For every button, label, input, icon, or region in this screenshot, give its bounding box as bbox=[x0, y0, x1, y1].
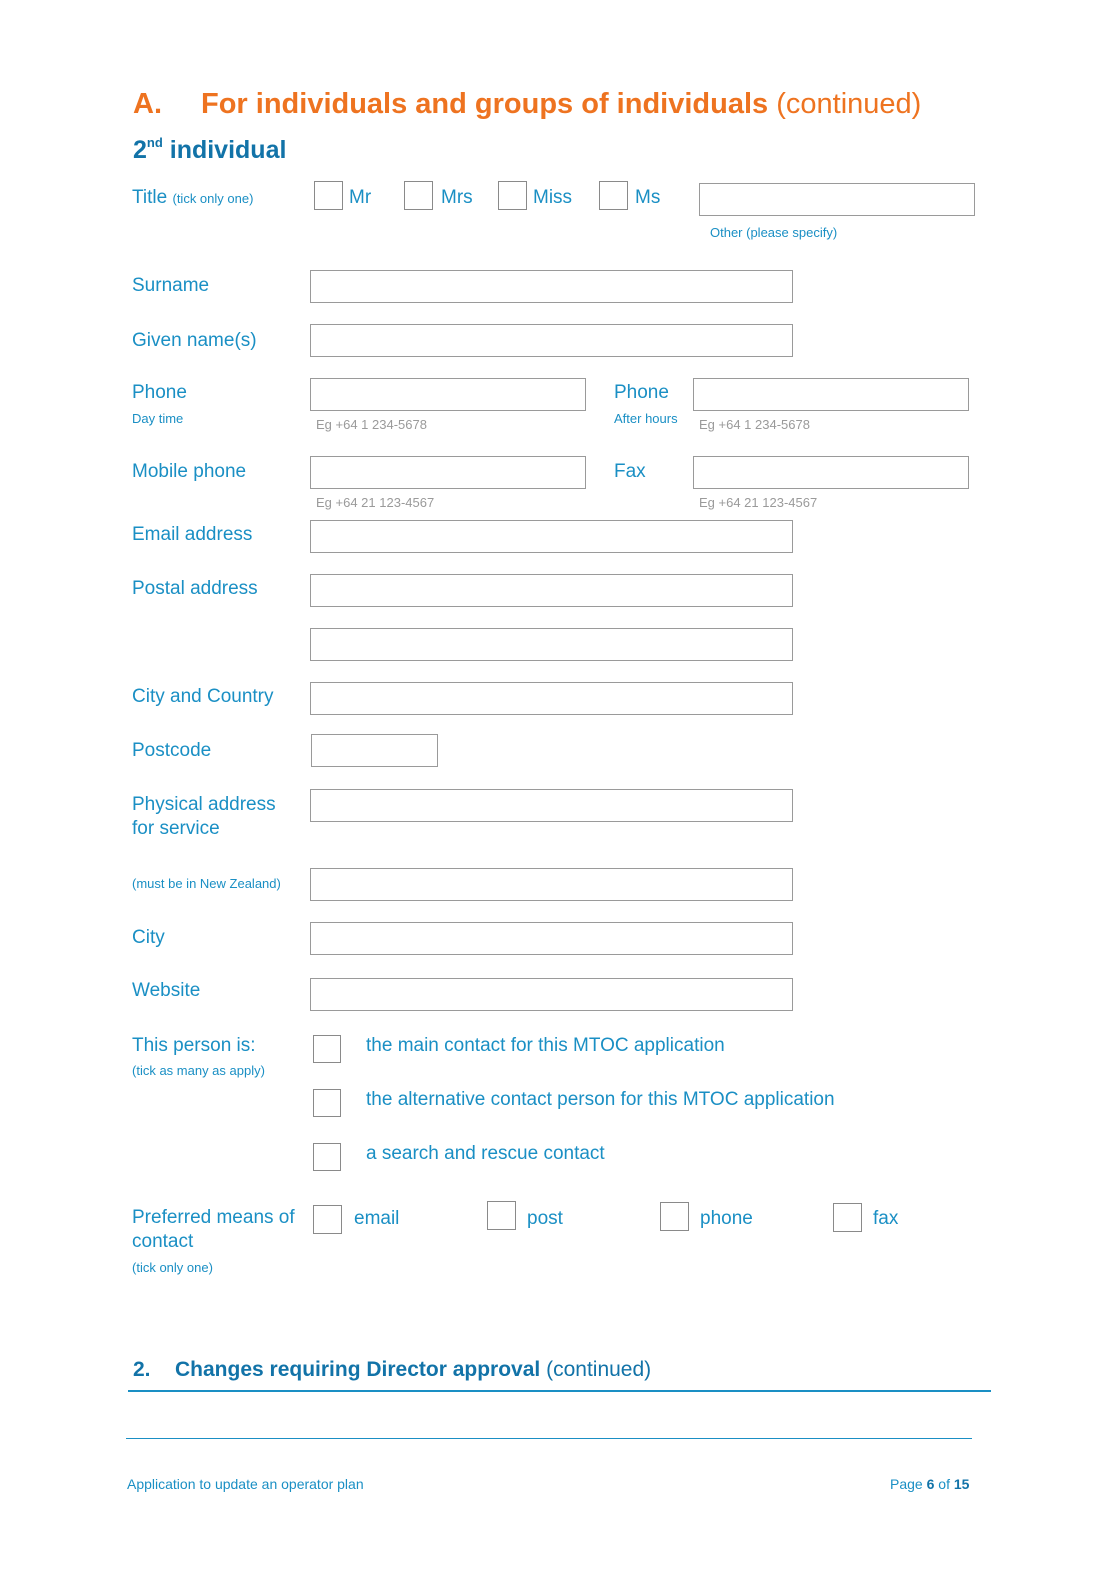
postcode-input[interactable] bbox=[311, 734, 438, 767]
footer-of-word: of bbox=[938, 1476, 950, 1492]
title-miss-label: Miss bbox=[533, 187, 573, 208]
section-continued: (continued) bbox=[776, 88, 922, 120]
main-contact-label: the main contact for this MTOC application bbox=[366, 1035, 725, 1056]
phone-after-sublabel: After hours bbox=[614, 411, 678, 426]
physical-input-2[interactable] bbox=[310, 868, 793, 901]
email-input[interactable] bbox=[310, 520, 793, 553]
email-label: Email address bbox=[132, 524, 253, 545]
pref-post-label: post bbox=[527, 1208, 563, 1229]
postal-input-1[interactable] bbox=[310, 574, 793, 607]
pref-phone-label: phone bbox=[700, 1208, 753, 1229]
postal-input-2[interactable] bbox=[310, 628, 793, 661]
phone-day-hint: Eg +64 1 234-5678 bbox=[316, 417, 427, 432]
subheading-text: individual bbox=[169, 136, 287, 164]
surname-label: Surname bbox=[132, 275, 210, 296]
title-label bbox=[132, 187, 253, 209]
footer-page-total: 15 bbox=[953, 1476, 970, 1492]
pref-email-checkbox[interactable] bbox=[313, 1205, 342, 1234]
city-label: City bbox=[132, 927, 165, 948]
sar-contact-label: a search and rescue contact bbox=[366, 1143, 605, 1164]
section2-title: Changes requiring Director approval bbox=[175, 1358, 541, 1381]
subheading-ordinal: 2 bbox=[133, 136, 147, 164]
pref-post-checkbox[interactable] bbox=[487, 1201, 516, 1230]
alt-contact-label: the alternative contact person for this MTOC application bbox=[366, 1089, 835, 1110]
website-input[interactable] bbox=[310, 978, 793, 1011]
title-miss-checkbox[interactable] bbox=[498, 181, 527, 210]
title-label-text: Title bbox=[132, 187, 168, 208]
pref-email-label: email bbox=[354, 1208, 400, 1229]
footer-page-number bbox=[890, 1476, 969, 1492]
pref-fax-checkbox[interactable] bbox=[833, 1203, 862, 1232]
section-heading bbox=[133, 88, 921, 121]
section-letter: A. bbox=[133, 88, 162, 120]
title-mrs-label: Mrs bbox=[441, 187, 473, 208]
fax-input[interactable] bbox=[693, 456, 969, 489]
phone-after-hint: Eg +64 1 234-5678 bbox=[699, 417, 810, 432]
title-other-input[interactable] bbox=[699, 183, 975, 216]
title-mrs-checkbox[interactable] bbox=[404, 181, 433, 210]
physical-note: (must be in New Zealand) bbox=[132, 876, 281, 891]
subheading-suffix: nd bbox=[146, 134, 163, 150]
title-other-caption: Other (please specify) bbox=[710, 225, 838, 240]
section2-heading bbox=[133, 1358, 651, 1382]
physical-label: Physical address for service bbox=[132, 794, 276, 839]
postcode-label: Postcode bbox=[132, 740, 212, 761]
fax-hint: Eg +64 21 123-4567 bbox=[699, 495, 818, 510]
fax-label: Fax bbox=[614, 461, 646, 482]
alt-contact-checkbox[interactable] bbox=[313, 1089, 341, 1117]
city-input[interactable] bbox=[310, 922, 793, 955]
section2-rule bbox=[128, 1390, 991, 1392]
postal-label: Postal address bbox=[132, 578, 258, 599]
subheading bbox=[133, 136, 286, 165]
preferred-contact-note: (tick only one) bbox=[132, 1260, 213, 1275]
given-names-label: Given name(s) bbox=[132, 330, 257, 351]
given-names-input[interactable] bbox=[310, 324, 793, 357]
preferred-contact-label: Preferred means of contact bbox=[132, 1207, 295, 1252]
main-contact-checkbox[interactable] bbox=[313, 1035, 341, 1063]
person-is-label: This person is: bbox=[132, 1035, 256, 1056]
phone-day-label: Phone bbox=[132, 382, 187, 403]
mobile-input[interactable] bbox=[310, 456, 586, 489]
footer-page-current: 6 bbox=[926, 1476, 935, 1492]
phone-day-input[interactable] bbox=[310, 378, 586, 411]
section2-number: 2. bbox=[133, 1358, 151, 1381]
title-mr-checkbox[interactable] bbox=[314, 181, 343, 210]
pref-fax-label: fax bbox=[873, 1208, 899, 1229]
website-label: Website bbox=[132, 980, 201, 1001]
city-country-label: City and Country bbox=[132, 686, 274, 707]
footer-rule bbox=[126, 1438, 972, 1439]
footer-doc-title: Application to update an operator plan bbox=[127, 1476, 364, 1492]
title-ms-label: Ms bbox=[635, 187, 661, 208]
title-mr-label: Mr bbox=[349, 187, 372, 208]
footer-page-word: Page bbox=[890, 1476, 923, 1492]
city-country-input[interactable] bbox=[310, 682, 793, 715]
physical-input-1[interactable] bbox=[310, 789, 793, 822]
title-note: (tick only one) bbox=[172, 191, 254, 206]
section2-continued: (continued) bbox=[546, 1358, 652, 1381]
section-title: For individuals and groups of individuals bbox=[201, 88, 769, 120]
person-is-note: (tick as many as apply) bbox=[132, 1063, 265, 1078]
phone-after-label: Phone bbox=[614, 382, 669, 403]
sar-contact-checkbox[interactable] bbox=[313, 1143, 341, 1171]
phone-after-input[interactable] bbox=[693, 378, 969, 411]
mobile-hint: Eg +64 21 123-4567 bbox=[316, 495, 435, 510]
title-ms-checkbox[interactable] bbox=[599, 181, 628, 210]
phone-day-sublabel: Day time bbox=[132, 411, 184, 426]
pref-phone-checkbox[interactable] bbox=[660, 1202, 689, 1231]
surname-input[interactable] bbox=[310, 270, 793, 303]
mobile-label: Mobile phone bbox=[132, 461, 247, 482]
